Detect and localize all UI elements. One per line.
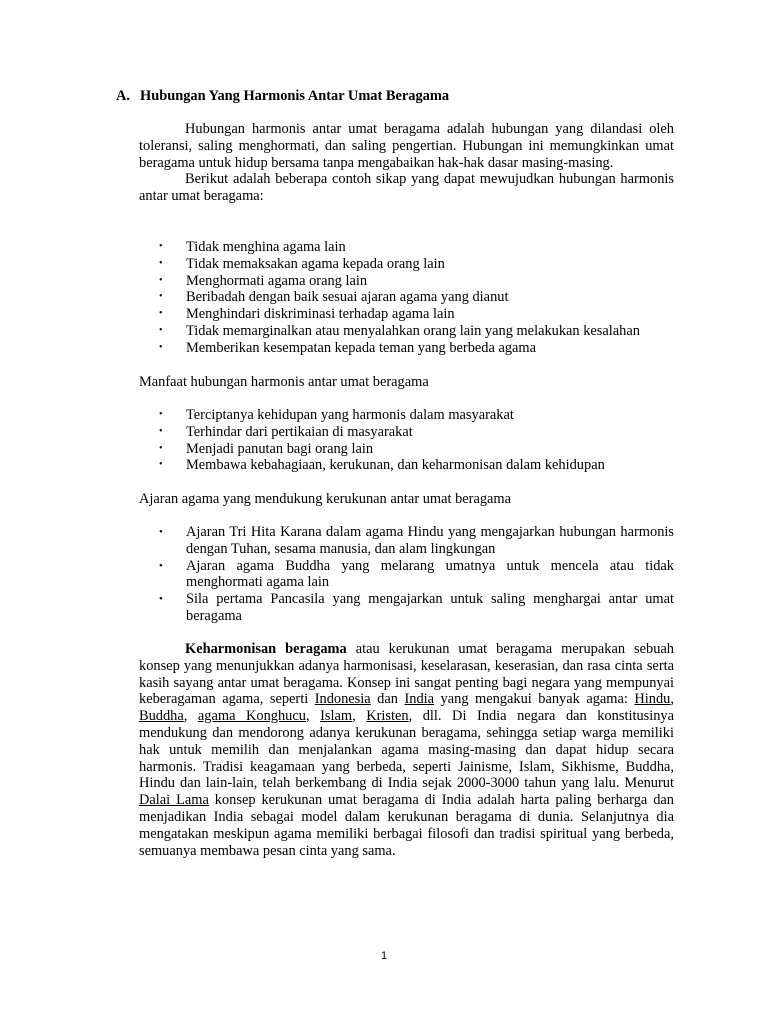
bullet-icon: • [159,291,163,303]
bullet-icon: • [159,324,163,336]
section-heading [116,87,449,105]
intro-text [139,121,674,205]
link-agama-konghucu[interactable]: agama Konghucu [197,708,306,725]
paragraph-text: dan [370,691,405,708]
list-item-text: Membawa kebahagiaan, kerukunan, dan keharmonisan dalam kehidupan [186,457,605,474]
list-item [139,591,674,625]
list-item-text: Terciptanya kehidupan yang harmonis dalam masyarakat [186,407,514,423]
separator-text: , [670,691,674,708]
list-item [139,323,674,340]
attitudes-list [139,239,674,357]
list-item-text: Ajaran Tri Hita Karana dalam agama Hindu yang mengajarkan hubungan harmonis dengan Tuhan, sesama manusia, dan alam lingkungan [186,524,674,557]
bullet-icon: • [159,459,163,471]
list-item-text: Tidak memaksakan agama kepada orang lain [186,255,445,272]
paragraph-text: atau kerukunan umat beragama merupakan sebuah konsep yang menunjukkan adanya harmonisasi, keselarasan, keserasian, dan rasa cinta serta kasih sayang antar umat beragama. Konsep ini sangat penting bagi negara yang mempunyai keberagaman agama, seperti [139,641,674,708]
bullet-icon: • [159,593,163,606]
separator-text: , [305,708,321,725]
teachings-list [139,524,674,625]
bullet-icon: • [159,442,163,454]
list-item-text: Beribadah dengan baik sesuai ajaran agama yang dianut [186,289,509,306]
benefits-list [139,407,674,474]
list-item [139,407,674,424]
link-kristen[interactable]: Kristen [366,708,409,725]
intro-paragraph-1: Hubungan harmonis antar umat beragama adalah hubungan yang dilandasi oleh toleransi, saling menghormati, dan saling pengertian. Hubungan ini memungkinkan umat beragama untuk hidup bersama tanpa mengabaikan hak-hak dasar masing-masing. [139,121,674,171]
separator-text: , [183,708,198,725]
list-item [139,558,674,592]
section-title: Hubungan Yang Harmonis Antar Umat Beragama [140,88,450,104]
list-item [139,441,674,458]
bullet-icon: • [159,274,163,286]
bullet-icon: • [159,559,163,572]
list-item-text: Ajaran agama Buddha yang melarang umatnya untuk mencela atau tidak menghormati agama lain [186,557,674,591]
link-islam[interactable]: Islam [320,708,353,725]
bullet-icon: • [159,257,163,269]
list-item [139,457,674,474]
list-item-text: Memberikan kesempatan kepada teman yang berbeda agama [186,339,537,356]
list-item [139,256,674,273]
list-item [139,239,674,256]
bullet-icon: • [159,241,163,252]
list-item-text: Sila pertama Pancasila yang mengajarkan untuk saling menghargai antar umat beragama [186,591,674,624]
list-item-text: Terhindar dari pertikaian di masyarakat [186,423,413,440]
bullet-icon: • [159,425,163,437]
keharmonisan-paragraph [139,641,674,859]
list-item-text: Menghormati agama orang lain [186,272,368,289]
list-item [139,340,674,357]
link-hindu[interactable]: Hindu [634,691,671,708]
benefits-lead: Manfaat hubungan harmonis antar umat beragama [139,374,429,390]
section-number: A. [116,88,130,104]
bold-term: Keharmonisan beragama [185,641,347,657]
list-item-text: Tidak menghina agama lain [186,239,346,255]
page-number: 1 [380,950,388,962]
list-item [139,524,674,558]
list-item-text: Menjadi panutan bagi orang lain [186,440,374,457]
list-item [139,289,674,306]
link-dalai-lama[interactable]: Dalai Lama [139,792,209,809]
intro-paragraph-2: Berikut adalah beberapa contoh sikap yang dapat mewujudkan hubungan harmonis antar umat beragama: [139,171,674,205]
list-item-text: Tidak memarginalkan atau menyalahkan orang lain yang melakukan kesalahan [186,322,640,339]
list-item-text: Menghindari diskriminasi terhadap agama lain [186,306,455,323]
list-item [139,273,674,290]
keharmonisan-section [139,641,674,859]
bullet-icon: • [159,341,163,353]
list-item [139,424,674,441]
link-india[interactable]: India [404,691,435,708]
link-buddha[interactable]: Buddha [139,708,184,725]
bullet-icon: • [159,409,163,420]
paragraph-text: konsep kerukunan umat beragama di India adalah harta paling berharga dan menjadikan India sebagai model dalam kerukunan beragama di dunia. Selanjutnya dia mengatakan meskipun agama memiliki berbagai filosofi dan tradisi spiritual yang berbeda, semuanya membawa pesan cinta yang sama. [139,792,674,859]
list-item [139,306,674,323]
paragraph-text: , dll. Di India negara dan konstitusinya mendukung dan mendorong adanya kerukunan beragama, sehingga setiap warga memiliki hak untuk memilih dan menjalankan agama masing-masing dan dapat hidup secara harmonis. Tradisi keagamaan yang berbeda, seperti Jainisme, Islam, Sikhisme, Buddha, Hindu dan lain-lain, telah berkembang di India sejak 2000-3000 tahun yang lalu. Menurut [139,708,675,792]
teachings-lead: Ajaran agama yang mendukung kerukunan antar umat beragama [139,491,512,507]
bullet-icon: • [159,308,163,320]
link-indonesia[interactable]: Indonesia [314,691,371,708]
separator-text: , [352,708,367,725]
bullet-icon: • [159,526,163,538]
paragraph-text: yang mengakui banyak agama: [434,691,635,708]
